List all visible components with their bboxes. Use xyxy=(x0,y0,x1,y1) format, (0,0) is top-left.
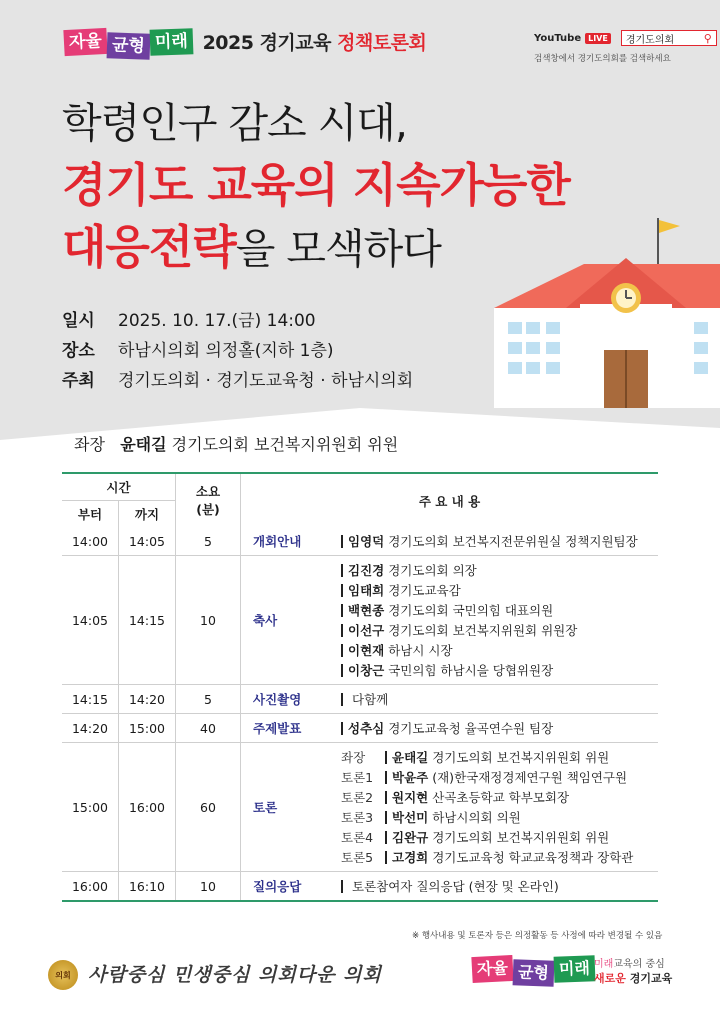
divider-bar xyxy=(341,535,343,548)
content-line xyxy=(341,620,658,640)
cell-category: 개회안내 xyxy=(241,527,336,556)
content-name: 성추심 xyxy=(348,721,385,736)
footer-tagline xyxy=(594,958,672,986)
content-line xyxy=(341,847,658,867)
cell-to: 14:20 xyxy=(119,685,176,714)
content-line xyxy=(341,747,658,767)
search-icon: ⚲ xyxy=(703,31,712,45)
divider-bar xyxy=(385,771,387,784)
info-value-host: 경기도의회 · 경기도교육청 · 하남시의회 xyxy=(118,371,414,391)
content-line xyxy=(341,531,658,551)
footer-tile-2: 균형 xyxy=(512,959,554,986)
content-name: 원지현 xyxy=(392,790,429,805)
council-seal-logo: 의회 xyxy=(48,960,78,990)
brand-tile-3: 미래 xyxy=(149,28,193,55)
cell-duration: 5 xyxy=(176,527,241,556)
content-name: 김진경 xyxy=(348,563,385,578)
footnote: ※ 행사내용 및 토론자 등은 의정활동 등 사정에 따라 변경될 수 있음 xyxy=(412,931,663,941)
event-title xyxy=(203,28,427,55)
divider-bar xyxy=(341,693,343,706)
divider-bar xyxy=(341,880,343,893)
brand-tiles xyxy=(64,29,193,55)
divider-bar xyxy=(341,722,343,735)
event-year: 2025 경기교육 xyxy=(202,32,331,54)
event-name: 정책토론회 xyxy=(337,32,427,54)
content-desc: 경기도의회 국민의힘 대표의원 xyxy=(388,603,554,618)
content-name: 이창근 xyxy=(348,663,385,678)
table-row xyxy=(62,685,658,714)
footer-brand-tiles xyxy=(472,956,595,982)
content-line xyxy=(341,827,658,847)
footer-tagline-1-pink: 미래 xyxy=(594,959,614,970)
cell-content xyxy=(335,527,658,556)
cell-duration: 10 xyxy=(176,556,241,685)
cell-category: 질의응답 xyxy=(241,872,336,902)
header-duration: 소요 (분) xyxy=(176,473,241,527)
cell-duration: 10 xyxy=(176,872,241,902)
divider-bar xyxy=(341,624,343,637)
divider-bar xyxy=(385,831,387,844)
header-time: 시간 xyxy=(62,473,176,501)
cell-content xyxy=(335,714,658,743)
cell-from: 14:00 xyxy=(62,527,119,556)
headline-line-2: 경기도 교육의 지속가능한 xyxy=(62,158,570,212)
footer xyxy=(0,946,720,1018)
cell-from: 14:05 xyxy=(62,556,119,685)
content-role: 토론4 xyxy=(341,830,374,845)
content-line xyxy=(341,600,658,620)
header-content: 주 요 내 용 xyxy=(241,473,659,527)
cell-to: 14:05 xyxy=(119,527,176,556)
cell-content xyxy=(335,872,658,902)
header-to: 까지 xyxy=(119,501,176,528)
content-desc: 하남시의회 의원 xyxy=(432,810,521,825)
content-desc: 경기도교육감 xyxy=(388,583,461,598)
cell-from: 15:00 xyxy=(62,743,119,872)
cell-duration: 40 xyxy=(176,714,241,743)
cell-to: 16:00 xyxy=(119,743,176,872)
content-line xyxy=(341,560,658,580)
table-body xyxy=(62,527,658,901)
content-desc: 경기도의회 보건복지위원회 위원 xyxy=(432,750,610,765)
event-brand xyxy=(64,28,426,55)
divider-bar xyxy=(341,584,343,597)
divider-bar xyxy=(341,664,343,677)
content-line xyxy=(341,640,658,660)
cell-duration: 5 xyxy=(176,685,241,714)
headline-line-1: 학령인구 감소 시대, xyxy=(62,99,407,147)
youtube-label: YouTube xyxy=(534,32,582,44)
chair-label: 좌장 xyxy=(74,435,105,454)
divider-bar xyxy=(341,604,343,617)
footer-tagline-1-rest: 교육의 중심 xyxy=(613,959,665,970)
table-row xyxy=(62,556,658,685)
cell-from: 14:15 xyxy=(62,685,119,714)
content-name: 이선구 xyxy=(348,623,385,638)
cell-to: 15:00 xyxy=(119,714,176,743)
content-desc: 다함께 xyxy=(352,692,389,707)
footer-tagline-2 xyxy=(594,972,672,986)
content-role: 토론5 xyxy=(341,850,374,865)
content-desc: (재)한국재정경제연구원 책임연구원 xyxy=(432,770,628,785)
content-name: 임태희 xyxy=(348,583,385,598)
info-key-venue: 장소 xyxy=(62,341,95,361)
content-desc: 경기도의회 보건복지위원회 위원장 xyxy=(388,623,578,638)
cell-to: 16:10 xyxy=(119,872,176,902)
headline-line-3-black: 을 모색하다 xyxy=(235,225,441,273)
content-line xyxy=(341,787,658,807)
content-line xyxy=(341,660,658,680)
cell-content xyxy=(335,743,658,872)
info-row-host xyxy=(62,366,413,396)
divider-bar xyxy=(385,751,387,764)
table-header-row-1 xyxy=(62,473,658,501)
cell-from: 14:20 xyxy=(62,714,119,743)
content-line xyxy=(341,580,658,600)
cell-to: 14:15 xyxy=(119,556,176,685)
content-name: 박선미 xyxy=(392,810,429,825)
event-info xyxy=(62,306,413,396)
header-from: 부터 xyxy=(77,507,103,522)
content-desc: 경기도의회 의장 xyxy=(388,563,477,578)
content-line xyxy=(341,807,658,827)
footer-tile-3: 미래 xyxy=(553,955,595,982)
divider-bar xyxy=(385,811,387,824)
content-line xyxy=(341,689,658,709)
live-badge: LIVE xyxy=(585,33,611,44)
brand-tile-1: 자율 xyxy=(63,27,107,55)
headline-line-3-red: 대응전략 xyxy=(62,220,236,274)
content-desc: 토론참여자 질의응답 (현장 및 온라인) xyxy=(352,879,559,894)
info-row-venue xyxy=(62,336,413,366)
info-key-host: 주최 xyxy=(62,371,95,391)
info-value-date: 2025. 10. 17.(금) 14:00 xyxy=(118,311,316,331)
content-desc: 경기도의회 보건복지위원회 위원 xyxy=(432,830,610,845)
content-name: 이현재 xyxy=(348,643,385,658)
content-name: 김완규 xyxy=(392,830,429,845)
footer-tile-1: 자율 xyxy=(471,955,513,983)
content-desc: 하남시 시장 xyxy=(388,643,453,658)
cell-category: 토론 xyxy=(241,743,336,872)
cell-category: 주제발표 xyxy=(241,714,336,743)
content-name: 백현종 xyxy=(348,603,385,618)
council-slogan: 사람중심 민생중심 의회다운 의회 xyxy=(88,964,382,986)
content-name: 고경희 xyxy=(392,850,429,865)
cell-content xyxy=(335,685,658,714)
content-line xyxy=(341,876,658,896)
content-name: 윤태길 xyxy=(392,750,429,765)
school-building-illustration xyxy=(484,218,720,408)
table-row xyxy=(62,743,658,872)
content-name: 박윤주 xyxy=(392,770,429,785)
footer-tagline-1 xyxy=(594,958,672,972)
search-hint: 검색창에서 경기도의회를 검색하세요 xyxy=(534,54,671,64)
cell-duration: 60 xyxy=(176,743,241,872)
content-role: 토론1 xyxy=(341,770,374,785)
divider-bar xyxy=(385,791,387,804)
footer-tagline-2-rest: 경기교육 xyxy=(625,972,673,985)
chair-line xyxy=(74,432,398,455)
cell-category: 사진촬영 xyxy=(241,685,336,714)
divider-bar xyxy=(341,564,343,577)
content-line xyxy=(341,767,658,787)
content-desc: 국민의힘 하남시을 당협위원장 xyxy=(388,663,554,678)
brand-tile-2: 균형 xyxy=(106,32,150,59)
info-key-date: 일시 xyxy=(62,311,95,331)
search-box xyxy=(621,30,717,46)
program-table xyxy=(62,472,658,902)
content-role: 토론3 xyxy=(341,810,374,825)
content-desc: 산곡초등학교 학부모회장 xyxy=(432,790,570,805)
chair-title: 경기도의회 보건복지위원회 위원 xyxy=(171,435,399,454)
search-value: 경기도의회 xyxy=(625,34,675,46)
content-desc: 경기도의회 보건복지전문위원실 정책지원팀장 xyxy=(388,534,638,549)
table-row xyxy=(62,527,658,556)
cell-content xyxy=(335,556,658,685)
table-row xyxy=(62,714,658,743)
content-line xyxy=(341,718,658,738)
info-row-date xyxy=(62,306,413,336)
info-value-venue: 하남시의회 의정홀(지하 1층) xyxy=(118,341,334,361)
footer-tagline-2-red: 새로운 xyxy=(594,972,626,985)
chair-name: 윤태길 xyxy=(120,435,167,454)
divider-bar xyxy=(385,851,387,864)
table-row xyxy=(62,872,658,902)
divider-bar xyxy=(341,644,343,657)
content-desc: 경기도교육청 율곡연수원 팀장 xyxy=(388,721,554,736)
cell-category: 축사 xyxy=(241,556,336,685)
youtube-search-promo xyxy=(534,30,717,46)
cell-from: 16:00 xyxy=(62,872,119,902)
content-name: 임영덕 xyxy=(348,534,385,549)
content-desc: 경기도교육청 학교교육정책과 장학관 xyxy=(432,850,634,865)
content-role: 좌장 xyxy=(341,750,366,765)
content-role: 토론2 xyxy=(341,790,374,805)
